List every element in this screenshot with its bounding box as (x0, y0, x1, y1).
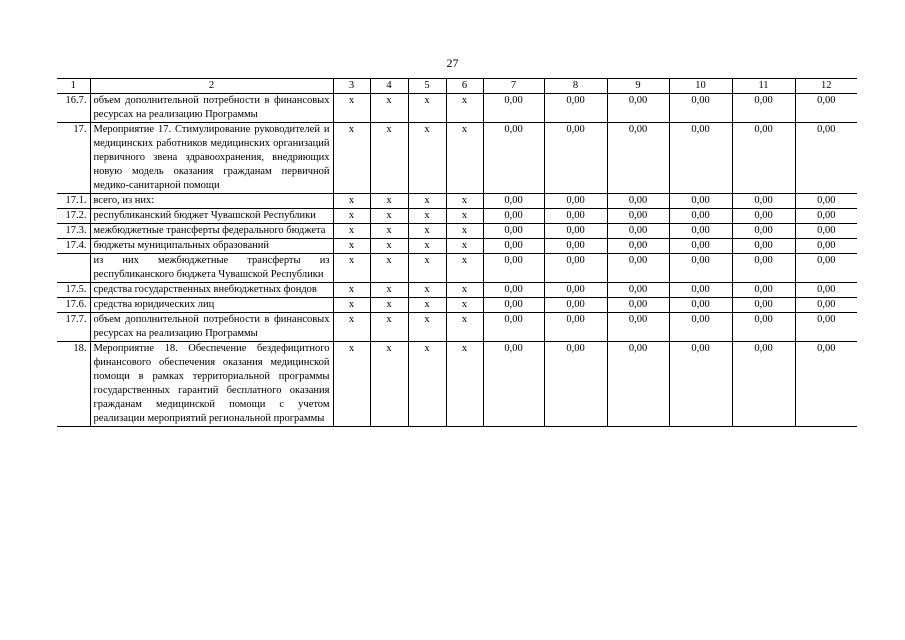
row-description: республиканский бюджет Чувашской Республики (90, 209, 333, 224)
column-number: 4 (370, 79, 408, 94)
table-row (57, 283, 857, 298)
x-mark-cell: х (333, 224, 370, 239)
value-cell: 0,00 (732, 283, 795, 298)
value-cell: 0,00 (732, 224, 795, 239)
page-number: 27 (446, 56, 459, 70)
value-cell: 0,00 (607, 194, 669, 209)
row-description: Мероприятие 18. Обеспечение бездефицитного финансового обеспечения оказания медицинской помощи в рамках территориальной программы государственных гарантий бесплатного оказания гражданам медицинской помощи с учетом реализации мероприятий региональной программы (90, 342, 333, 427)
value-cell: 0,00 (483, 123, 544, 194)
column-number-row (57, 79, 857, 94)
column-number: 8 (544, 79, 607, 94)
value-cell: 0,00 (669, 239, 732, 254)
row-number: 17.5. (57, 283, 90, 298)
table-row (57, 224, 857, 239)
value-cell: 0,00 (732, 209, 795, 224)
x-mark-cell: х (370, 123, 408, 194)
value-cell: 0,00 (483, 239, 544, 254)
table-row (57, 209, 857, 224)
x-mark-cell: х (333, 342, 370, 427)
value-cell: 0,00 (669, 209, 732, 224)
value-cell: 0,00 (544, 239, 607, 254)
value-cell: 0,00 (795, 298, 857, 313)
x-mark-cell: х (370, 209, 408, 224)
value-cell: 0,00 (607, 224, 669, 239)
value-cell: 0,00 (544, 94, 607, 123)
value-cell: 0,00 (795, 224, 857, 239)
value-cell: 0,00 (483, 209, 544, 224)
table-row (57, 313, 857, 342)
value-cell: 0,00 (544, 123, 607, 194)
value-cell: 0,00 (732, 94, 795, 123)
value-cell: 0,00 (669, 123, 732, 194)
table-row (57, 239, 857, 254)
value-cell: 0,00 (483, 313, 544, 342)
value-cell: 0,00 (483, 283, 544, 298)
x-mark-cell: х (446, 123, 483, 194)
x-mark-cell: х (408, 94, 446, 123)
row-number: 17.3. (57, 224, 90, 239)
value-cell: 0,00 (669, 342, 732, 427)
row-description: объем дополнительной потребности в финансовых ресурсах на реализацию Программы (90, 313, 333, 342)
x-mark-cell: х (408, 298, 446, 313)
row-number: 17.2. (57, 209, 90, 224)
x-mark-cell: х (408, 239, 446, 254)
x-mark-cell: х (446, 313, 483, 342)
x-mark-cell: х (446, 283, 483, 298)
table-row (57, 194, 857, 209)
row-number (57, 254, 90, 283)
x-mark-cell: х (446, 342, 483, 427)
value-cell: 0,00 (669, 313, 732, 342)
value-cell: 0,00 (607, 283, 669, 298)
value-cell: 0,00 (732, 298, 795, 313)
value-cell: 0,00 (607, 342, 669, 427)
x-mark-cell: х (446, 94, 483, 123)
x-mark-cell: х (408, 123, 446, 194)
value-cell: 0,00 (795, 194, 857, 209)
value-cell: 0,00 (732, 239, 795, 254)
column-number: 6 (446, 79, 483, 94)
value-cell: 0,00 (544, 313, 607, 342)
x-mark-cell: х (333, 283, 370, 298)
x-mark-cell: х (446, 254, 483, 283)
table-row (57, 298, 857, 313)
value-cell: 0,00 (795, 94, 857, 123)
x-mark-cell: х (370, 342, 408, 427)
value-cell: 0,00 (607, 239, 669, 254)
row-number: 17.7. (57, 313, 90, 342)
x-mark-cell: х (333, 254, 370, 283)
value-cell: 0,00 (483, 194, 544, 209)
row-description: средства государственных внебюджетных фондов (90, 283, 333, 298)
value-cell: 0,00 (795, 283, 857, 298)
value-cell: 0,00 (795, 209, 857, 224)
x-mark-cell: х (408, 254, 446, 283)
x-mark-cell: х (408, 224, 446, 239)
value-cell: 0,00 (607, 94, 669, 123)
row-description: бюджеты муниципальных образований (90, 239, 333, 254)
row-number: 18. (57, 342, 90, 427)
column-number: 9 (607, 79, 669, 94)
row-description: из них межбюджетные трансферты из республиканского бюджета Чувашской Республики (90, 254, 333, 283)
row-description: межбюджетные трансферты федерального бюджета (90, 224, 333, 239)
value-cell: 0,00 (669, 298, 732, 313)
x-mark-cell: х (408, 194, 446, 209)
x-mark-cell: х (333, 123, 370, 194)
value-cell: 0,00 (607, 313, 669, 342)
x-mark-cell: х (370, 283, 408, 298)
value-cell: 0,00 (732, 342, 795, 427)
row-number: 17. (57, 123, 90, 194)
value-cell: 0,00 (544, 209, 607, 224)
row-description: средства юридических лиц (90, 298, 333, 313)
x-mark-cell: х (446, 239, 483, 254)
value-cell: 0,00 (732, 254, 795, 283)
x-mark-cell: х (408, 313, 446, 342)
value-cell: 0,00 (544, 342, 607, 427)
value-cell: 0,00 (607, 123, 669, 194)
x-mark-cell: х (370, 254, 408, 283)
x-mark-cell: х (370, 239, 408, 254)
x-mark-cell: х (408, 342, 446, 427)
value-cell: 0,00 (795, 313, 857, 342)
x-mark-cell: х (446, 194, 483, 209)
value-cell: 0,00 (544, 224, 607, 239)
x-mark-cell: х (333, 194, 370, 209)
value-cell: 0,00 (669, 94, 732, 123)
row-number: 17.4. (57, 239, 90, 254)
value-cell: 0,00 (544, 194, 607, 209)
value-cell: 0,00 (795, 123, 857, 194)
column-number: 5 (408, 79, 446, 94)
table-row (57, 254, 857, 283)
x-mark-cell: х (370, 298, 408, 313)
value-cell: 0,00 (544, 298, 607, 313)
value-cell: 0,00 (795, 342, 857, 427)
value-cell: 0,00 (483, 298, 544, 313)
x-mark-cell: х (408, 283, 446, 298)
table-row (57, 94, 857, 123)
column-number: 2 (90, 79, 333, 94)
column-number: 11 (732, 79, 795, 94)
x-mark-cell: х (333, 298, 370, 313)
x-mark-cell: х (370, 194, 408, 209)
value-cell: 0,00 (669, 254, 732, 283)
x-mark-cell: х (333, 94, 370, 123)
value-cell: 0,00 (732, 123, 795, 194)
value-cell: 0,00 (732, 194, 795, 209)
value-cell: 0,00 (607, 209, 669, 224)
column-number: 10 (669, 79, 732, 94)
x-mark-cell: х (446, 224, 483, 239)
value-cell: 0,00 (669, 283, 732, 298)
x-mark-cell: х (370, 313, 408, 342)
row-number: 17.6. (57, 298, 90, 313)
row-description: объем дополнительной потребности в финансовых ресурсах на реализацию Программы (90, 94, 333, 123)
value-cell: 0,00 (483, 94, 544, 123)
financing-table (57, 78, 857, 427)
x-mark-cell: х (370, 94, 408, 123)
value-cell: 0,00 (669, 194, 732, 209)
column-number: 12 (795, 79, 857, 94)
value-cell: 0,00 (669, 224, 732, 239)
value-cell: 0,00 (607, 254, 669, 283)
value-cell: 0,00 (795, 254, 857, 283)
value-cell: 0,00 (483, 342, 544, 427)
x-mark-cell: х (370, 224, 408, 239)
column-number: 3 (333, 79, 370, 94)
value-cell: 0,00 (483, 254, 544, 283)
column-number: 7 (483, 79, 544, 94)
x-mark-cell: х (333, 239, 370, 254)
value-cell: 0,00 (544, 283, 607, 298)
x-mark-cell: х (333, 313, 370, 342)
value-cell: 0,00 (795, 239, 857, 254)
row-description: Мероприятие 17. Стимулирование руководителей и медицинских работников медицинских организаций первичного звена здравоохранения, внедряющих новую модель оказания гражданам первичной медико-санитарной помощи (90, 123, 333, 194)
value-cell: 0,00 (607, 298, 669, 313)
row-description: всего, из них: (90, 194, 333, 209)
value-cell: 0,00 (544, 254, 607, 283)
row-number: 17.1. (57, 194, 90, 209)
x-mark-cell: х (408, 209, 446, 224)
table-row (57, 342, 857, 427)
x-mark-cell: х (333, 209, 370, 224)
table-row (57, 123, 857, 194)
column-number: 1 (57, 79, 90, 94)
value-cell: 0,00 (483, 224, 544, 239)
value-cell: 0,00 (732, 313, 795, 342)
row-number: 16.7. (57, 94, 90, 123)
x-mark-cell: х (446, 209, 483, 224)
x-mark-cell: х (446, 298, 483, 313)
